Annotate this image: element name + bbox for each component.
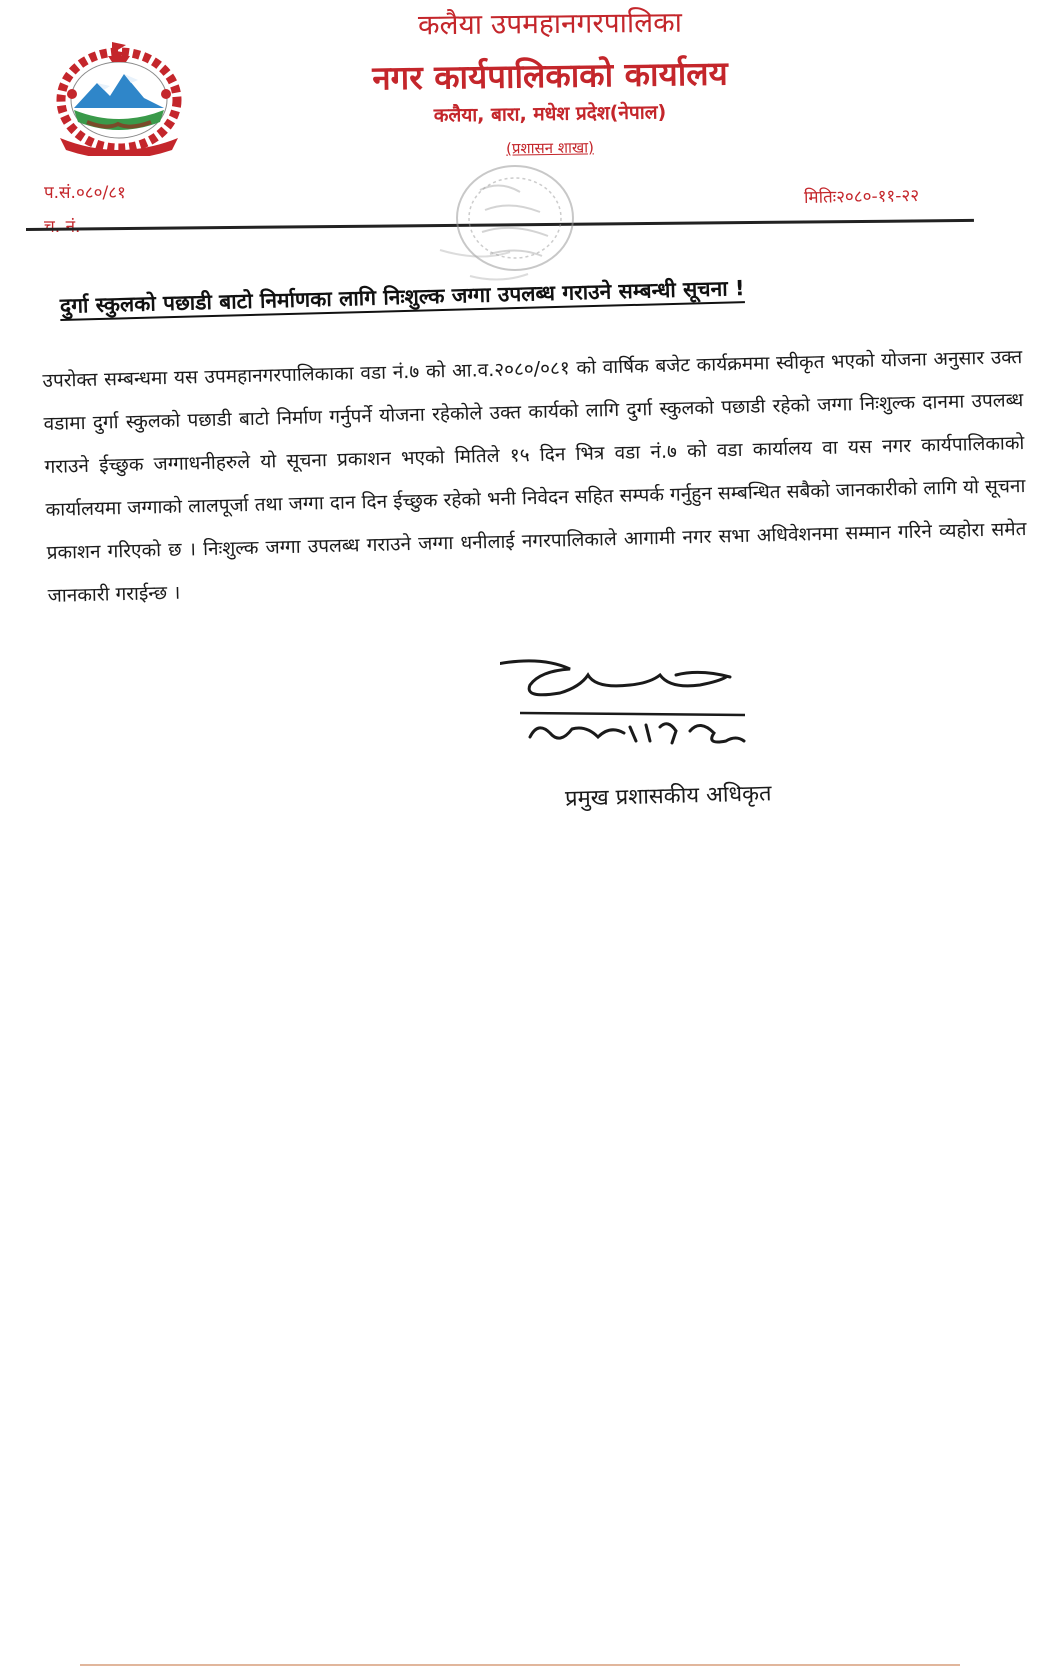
signer-title: प्रमुख प्रशासकीय अधिकृत: [564, 781, 772, 812]
nepal-emblem-icon: [52, 38, 187, 156]
office-address: कलैया, बारा, मधेश प्रदेश(नेपाल): [433, 101, 667, 127]
notice-date: मितिः२०८०-११-२२: [803, 185, 920, 209]
municipality-name: कलैया उपमहानगरपालिका: [417, 5, 683, 42]
dispatch-number: च. नं.: [44, 217, 81, 237]
notice-subject: दुर्गा स्कुलको पछाडी बाटो निर्माणका लागि निःशुल्क जग्गा उपलब्ध गराउने सम्बन्धी सूचना !: [59, 276, 745, 318]
page-bottom-edge: [80, 1664, 960, 1666]
branch-name: (प्रशासन शाखा): [505, 138, 595, 158]
office-name: नगर कार्यपालिकाको कार्यालय: [372, 53, 729, 98]
handwritten-signature: [500, 655, 820, 775]
reference-number: प.सं.०८०/८१: [44, 183, 126, 203]
notice-body: उपरोक्त सम्बन्धमा यस उपमहानगरपालिकाका वडा नं.७ को आ.व.२०८०/०८१ को वार्षिक बजेट कार्यक्रममा स्वीकृत भएको योजना अनुसार उक्त वडामा दुर्गा स्कुलको पछाडी बाटो निर्माण गर्नुपर्ने योजना रहेकोले उक्त कार्यको लागि दुर्गा स्कुलको पछाडी रहेको जग्गा निःशुल्क दानमा उपलब्ध गराउने ईच्छुक जग्गाधनीहरुले यो सूचना प्रकाशन भएको मितिले १५ दिन भित्र वडा नं.७ को वडा कार्यालय वा यस नगर कार्यपालिकाको कार्यालयमा जग्गाको लालपूर्जा तथा जग्गा दान दिन ईच्छुक रहेको भनी निवेदन सहित सम्पर्क गर्नुहुन सम्बन्धित सबैको जानकारीको लागि यो सूचना प्रकाशन गरिएको छ । निःशुल्क जग्गा उपलब्ध गराउने जग्गा धनीलाई नगरपालिकाले आगामी नगर सभा अधिवेशनमा सम्मान गरिने व्यहोरा समेत जानकारी गराईन्छ ।: [42, 346, 1027, 607]
